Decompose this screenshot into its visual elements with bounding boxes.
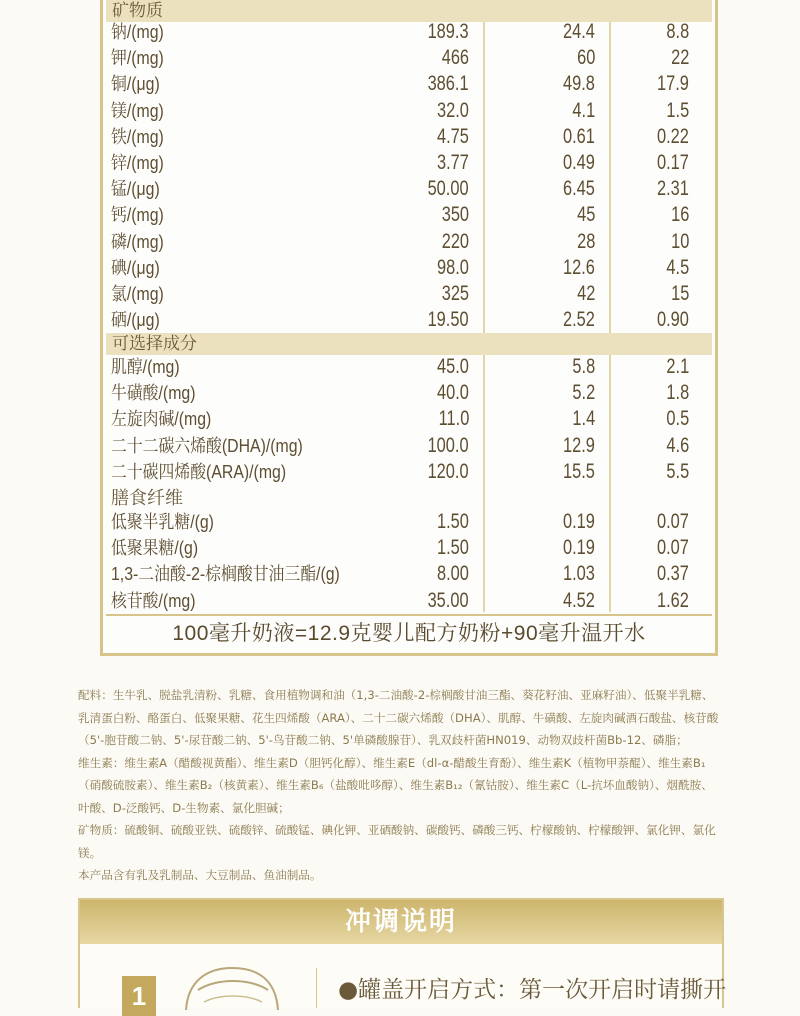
value-per-100ml: 0.07 <box>657 536 689 560</box>
value-per-100g: 50.00 <box>428 177 469 201</box>
value-per-100g: 350 <box>441 203 469 227</box>
value-per-100g: 325 <box>441 282 469 305</box>
table-row <box>103 98 715 124</box>
value-per-100g: 1.50 <box>437 510 469 533</box>
table-row <box>103 380 715 406</box>
nutrient-name: 低聚半乳糖/(g) <box>111 512 214 532</box>
nutrition-table <box>100 0 718 656</box>
value-per-100kj: 4.1 <box>572 98 595 122</box>
value-per-100ml: 2.31 <box>657 177 689 201</box>
table-row <box>103 307 715 333</box>
value-per-100g: 11.0 <box>438 407 469 431</box>
value-per-100g: 32.0 <box>437 98 469 122</box>
value-per-100g: 189.3 <box>428 20 469 43</box>
value-per-100g: 40.0 <box>437 381 469 405</box>
table-row <box>103 71 715 97</box>
value-per-100kj: 12.9 <box>563 433 595 457</box>
step-number-badge: 1 <box>122 976 156 1016</box>
value-per-100kj: 0.19 <box>563 510 595 533</box>
value-per-100kj: 60 <box>576 46 595 70</box>
value-per-100ml: 17.9 <box>657 72 689 96</box>
nutrient-name: 碘/(μg) <box>111 257 160 278</box>
table-row <box>103 255 715 281</box>
value-per-100ml: 0.17 <box>657 151 689 174</box>
can-lid-icon <box>168 960 298 1010</box>
minerals-section-header: 矿物质 <box>106 0 712 22</box>
value-per-100g: 4.75 <box>437 124 469 148</box>
value-per-100ml: 5.5 <box>666 459 689 483</box>
value-per-100ml: 22 <box>670 46 689 70</box>
nutrient-name: 锌/(mg) <box>111 153 164 173</box>
allergen-paragraph: 本产品含有乳及乳制品、大豆制品、鱼油制品。 <box>78 868 322 882</box>
value-per-100kj: 42 <box>576 282 595 305</box>
value-per-100g: 8.00 <box>437 562 469 586</box>
value-per-100kj: 1.4 <box>572 407 595 431</box>
value-per-100ml: 1.8 <box>666 381 689 405</box>
table-row <box>103 354 715 380</box>
value-per-100g: 100.0 <box>428 433 469 457</box>
step-divider <box>316 968 317 1008</box>
value-per-100ml: 1.62 <box>657 588 689 612</box>
value-per-100kj: 15.5 <box>563 459 595 483</box>
nutrient-name: 左旋肉碱/(mg) <box>111 409 212 430</box>
vitamins-paragraph: 维生素：维生素A（醋酸视黄酯）、维生素D（胆钙化醇）、维生素E（dl-α-醋酸生育酚）、维生素K（植物甲萘醌）、维生素B₁（硝酸硫胺素）、维生素B₂（核黄素）、维生素B₆（盐酸吡哆醇）、维生素B₁₂（氰钴胺）、维生素C（L-抗坏血酸钠）、烟酰胺、叶酸、D-泛酸钙、D-生物素、氯化胆碱； <box>78 755 713 815</box>
fiber-subheader: 膳食纤维 <box>111 488 183 508</box>
nutrient-name: 钙/(mg) <box>111 205 164 226</box>
value-per-100kj: 4.52 <box>563 588 595 612</box>
nutrient-name: 硒/(μg) <box>111 310 160 331</box>
value-per-100kj: 45 <box>576 203 595 227</box>
value-per-100g: 3.77 <box>437 151 469 174</box>
table-row <box>103 509 715 535</box>
value-per-100g: 466 <box>441 46 469 70</box>
value-per-100kj: 12.6 <box>563 255 595 279</box>
value-per-100g: 35.00 <box>428 588 469 612</box>
value-per-100kj: 2.52 <box>563 308 595 332</box>
nutrient-name: 二十碳四烯酸(ARA)/(mg) <box>111 461 287 482</box>
nutrient-name: 铁/(mg) <box>111 126 164 147</box>
value-per-100kj: 6.45 <box>563 177 595 201</box>
nutrient-name: 钾/(mg) <box>111 48 164 69</box>
value-per-100ml: 4.6 <box>666 433 689 457</box>
value-per-100kj: 0.49 <box>563 151 595 174</box>
nutrient-name: 牛磺酸/(mg) <box>111 383 196 404</box>
table-row <box>103 45 715 71</box>
table-row <box>103 19 715 45</box>
formula-note: 100毫升奶液=12.9克婴儿配方奶粉+90毫升温开水 <box>106 614 712 652</box>
table-row <box>103 406 715 432</box>
table-row <box>103 588 715 614</box>
table-row <box>103 535 715 561</box>
nutrient-name: 核苷酸/(mg) <box>111 590 196 611</box>
value-per-100g: 386.1 <box>428 72 469 96</box>
mixing-title: 冲调说明 <box>80 900 722 944</box>
value-per-100ml: 0.5 <box>666 407 689 431</box>
table-row <box>103 459 715 485</box>
value-per-100ml: 0.37 <box>657 562 689 586</box>
value-per-100ml: 8.8 <box>666 20 689 43</box>
minerals-paragraph: 矿物质：硫酸铜、硫酸亚铁、硫酸锌、硫酸锰、碘化钾、亚硒酸钠、碳酸钙、磷酸三钙、柠檬酸钠、柠檬酸钾、氯化钾、氯化镁。 <box>78 823 716 860</box>
nutrient-name: 磷/(mg) <box>111 231 164 252</box>
value-per-100ml: 10 <box>670 229 689 253</box>
ingredients-list <box>78 684 722 887</box>
value-per-100kj: 5.8 <box>572 355 595 378</box>
value-per-100g: 19.50 <box>428 308 469 332</box>
value-per-100ml: 0.22 <box>657 124 689 148</box>
value-per-100ml: 1.5 <box>666 98 689 122</box>
value-per-100ml: 4.5 <box>666 255 689 279</box>
value-per-100kj: 28 <box>576 229 595 253</box>
value-per-100ml: 0.90 <box>657 308 689 332</box>
table-row <box>103 561 715 587</box>
nutrient-name: 钠/(mg) <box>111 22 164 42</box>
value-per-100kj: 24.4 <box>563 20 595 43</box>
table-row <box>103 202 715 228</box>
value-per-100g: 120.0 <box>428 459 469 483</box>
nutrient-name: 氯/(mg) <box>111 284 164 304</box>
value-per-100kj: 49.8 <box>563 72 595 96</box>
nutrient-name: 二十二碳六烯酸(DHA)/(mg) <box>111 435 303 456</box>
nutrient-name: 1,3-二油酸-2-棕榈酸甘油三酯/(g) <box>111 564 340 585</box>
nutrient-name: 铜/(μg) <box>111 74 160 95</box>
mixing-instructions <box>78 898 727 1011</box>
value-per-100g: 1.50 <box>437 536 469 560</box>
value-per-100kj: 0.61 <box>563 124 595 148</box>
value-per-100ml: 0.07 <box>657 510 689 533</box>
value-per-100kj: 5.2 <box>572 381 595 405</box>
value-per-100g: 220 <box>441 229 469 253</box>
table-row <box>103 150 715 176</box>
step-1-text: ●罐盖开启方式：第一次开启时请撕开 <box>338 977 727 1003</box>
table-row <box>103 229 715 255</box>
value-per-100g: 98.0 <box>437 255 469 279</box>
value-per-100ml: 2.1 <box>666 355 689 378</box>
table-row <box>103 176 715 202</box>
nutrient-name: 镁/(mg) <box>111 100 164 121</box>
nutrient-name: 肌醇/(mg) <box>111 357 180 377</box>
table-row <box>103 124 715 150</box>
ingredients-paragraph: 配料：生牛乳、脱盐乳清粉、乳糖、食用植物调和油（1,3-二油酸-2-棕榈酸甘油三酯、葵花籽油、亚麻籽油）、低聚半乳糖、乳清蛋白粉、酪蛋白、低聚果糖、花生四烯酸（ARA）、二十二碳六烯酸（DHA）、肌醇、牛磺酸、左旋肉碱酒石酸盐、核苷酸（5'-胞苷酸二钠、5'-尿苷酸二钠、5'-鸟苷酸二钠、5'单磷酸腺苷）、乳双歧杆菌HN019、动物双歧杆菌Bb-12、磷脂； <box>78 688 719 747</box>
value-per-100kj: 0.19 <box>563 536 595 560</box>
nutrient-name: 低聚果糖/(g) <box>111 538 199 559</box>
value-per-100ml: 15 <box>670 282 689 305</box>
value-per-100ml: 16 <box>670 203 689 227</box>
table-row <box>103 433 715 459</box>
value-per-100kj: 1.03 <box>563 562 595 586</box>
optional-section-header: 可选择成分 <box>106 333 712 355</box>
nutrient-name: 锰/(μg) <box>111 179 160 200</box>
value-per-100g: 45.0 <box>437 355 469 378</box>
table-row <box>103 281 715 307</box>
